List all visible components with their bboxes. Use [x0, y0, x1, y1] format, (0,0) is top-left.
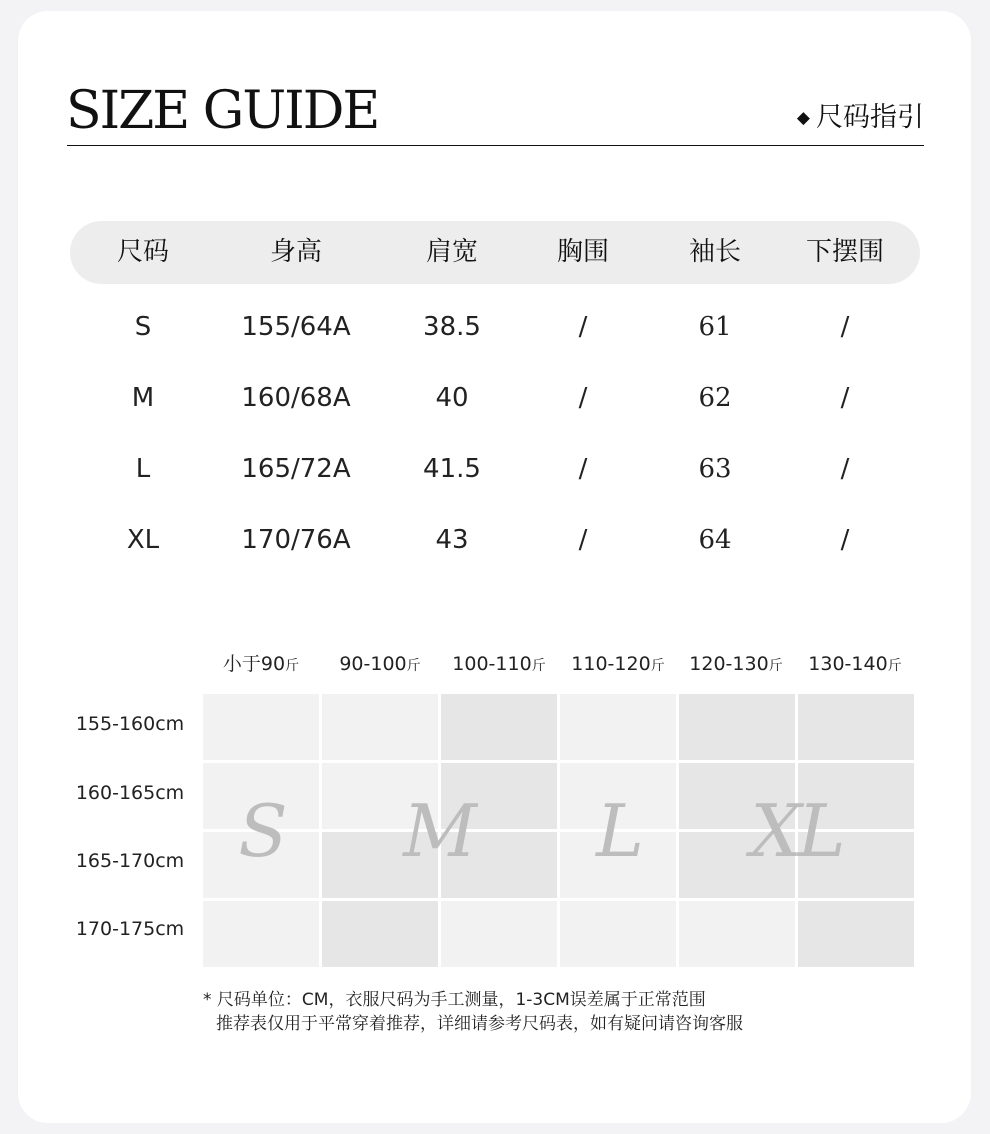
grid-cell: [322, 901, 438, 967]
size-mark: XL: [750, 789, 842, 873]
weight-header-label: 90-100: [339, 653, 407, 675]
table-cell: /: [840, 454, 850, 484]
grid-cell: [322, 694, 438, 760]
column-header-height: 身高: [269, 237, 322, 267]
table-cell: /: [840, 525, 850, 555]
column-header-chest: 胸围: [556, 237, 609, 267]
grid-cell: [798, 901, 914, 967]
weight-header: [560, 650, 676, 680]
table-cell: S: [134, 312, 152, 342]
height-header: 155-160cm: [75, 713, 185, 735]
grid-cell: [679, 694, 795, 760]
column-header-sleeve: 袖长: [688, 237, 741, 267]
table-cell: 64: [698, 525, 732, 555]
table-cell: L: [135, 454, 151, 484]
size-table-header: [70, 221, 920, 284]
table-cell: /: [578, 454, 588, 484]
weight-header-unit: 斤: [531, 658, 546, 674]
note-line: * 尺码单位：CM，衣服尺码为手工测量，1-3CM误差属于正常范围: [203, 990, 706, 1010]
grid-cell: [203, 694, 319, 760]
weight-header: [678, 650, 794, 680]
grid-cell: [560, 901, 676, 967]
grid-cell: [679, 901, 795, 967]
table-cell: /: [578, 525, 588, 555]
weight-header-label: 130-140: [808, 653, 888, 675]
page-subtitle: [797, 100, 924, 136]
table-cell: 38.5: [423, 312, 481, 342]
column-header-shoulder: 肩宽: [425, 237, 478, 267]
grid-cell: [441, 694, 557, 760]
weight-header: [441, 650, 557, 680]
grid-cell: [441, 901, 557, 967]
diamond-icon: ◆: [796, 108, 810, 128]
table-cell: 61: [698, 312, 732, 342]
table-cell: 62: [698, 383, 732, 413]
table-cell: 41.5: [423, 454, 481, 484]
table-cell: /: [840, 383, 850, 413]
height-header: 165-170cm: [75, 850, 185, 872]
table-cell: /: [578, 312, 588, 342]
table-cell: 40: [435, 383, 469, 413]
weight-header-label: 110-120: [571, 653, 651, 675]
table-cell: 160/68A: [241, 383, 351, 413]
grid-cell: [560, 694, 676, 760]
title-divider: [67, 145, 924, 146]
weight-header: [203, 650, 319, 680]
weight-header-unit: 斤: [406, 658, 421, 674]
weight-header-label: 小于90: [222, 653, 286, 675]
size-mark: L: [596, 789, 640, 873]
note-line: 推荐表仅用于平常穿着推荐，详细请参考尺码表，如有疑问请咨询客服: [216, 1014, 743, 1034]
table-cell: 170/76A: [241, 525, 351, 555]
height-header: 160-165cm: [75, 782, 185, 804]
grid-cell: [798, 694, 914, 760]
weight-header-label: 120-130: [689, 653, 769, 675]
size-mark: M: [403, 789, 473, 873]
weight-header-unit: 斤: [887, 658, 902, 674]
column-header-size: 尺码: [116, 237, 169, 267]
grid-cell: [203, 901, 319, 967]
size-mark: S: [238, 789, 284, 873]
table-cell: 43: [435, 525, 469, 555]
table-cell: M: [131, 383, 155, 413]
table-cell: XL: [126, 525, 160, 555]
page-title: SIZE GUIDE: [66, 81, 379, 141]
weight-header: [797, 650, 913, 680]
height-header: 170-175cm: [75, 918, 185, 940]
weight-header-unit: 斤: [285, 658, 300, 674]
table-cell: /: [578, 383, 588, 413]
weight-header-unit: 斤: [768, 658, 783, 674]
column-header-hem: 下摆围: [805, 237, 884, 267]
weight-header-label: 100-110: [452, 653, 532, 675]
table-cell: 63: [698, 454, 732, 484]
table-cell: 165/72A: [241, 454, 351, 484]
weight-header: [322, 650, 438, 680]
table-cell: 155/64A: [241, 312, 351, 342]
subtitle-text: 尺码指引: [816, 102, 924, 133]
weight-header-unit: 斤: [650, 658, 665, 674]
table-cell: /: [840, 312, 850, 342]
